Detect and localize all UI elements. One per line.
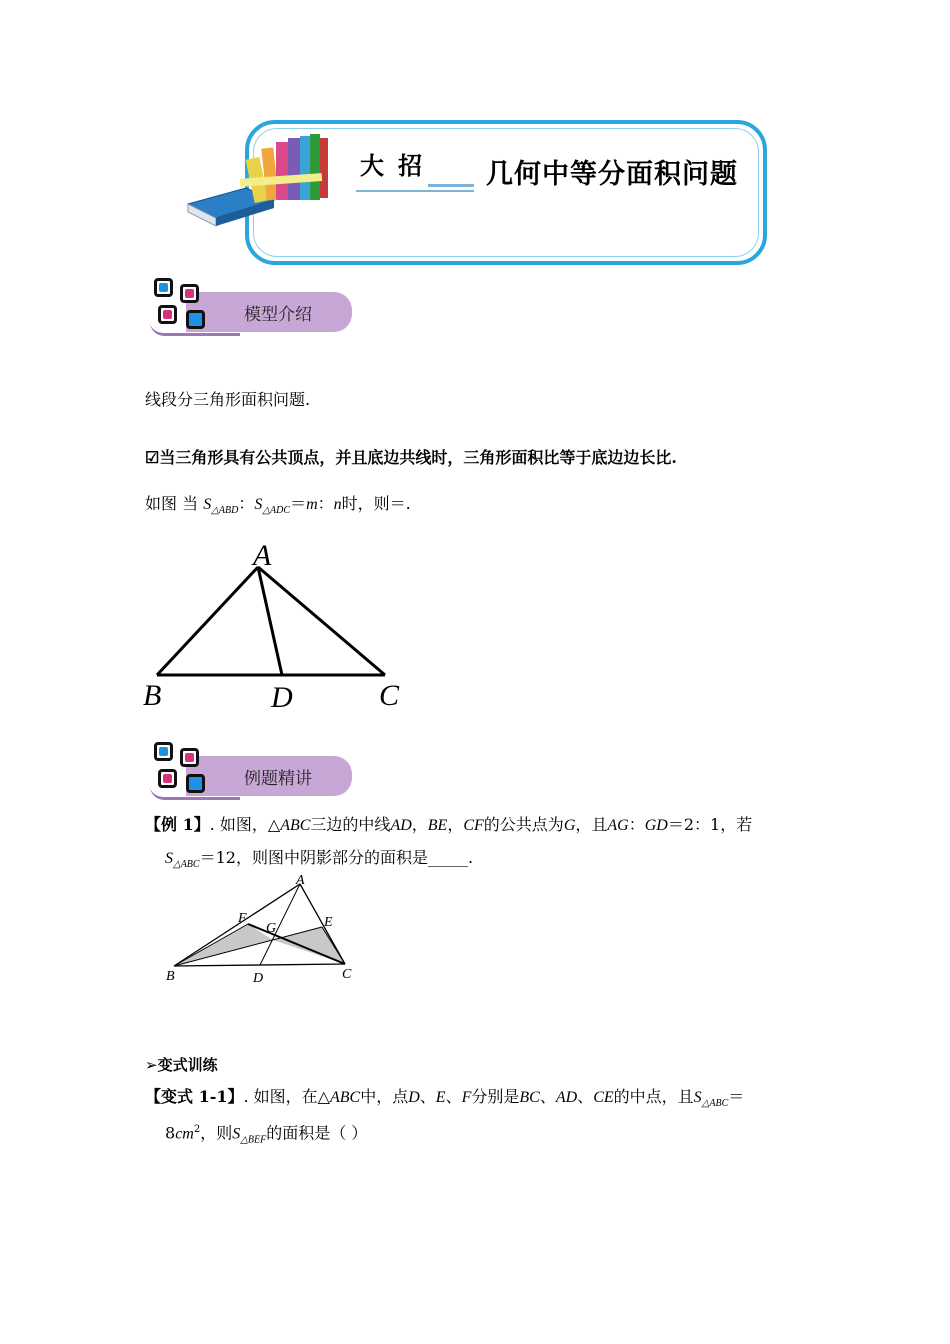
- formula-sub: △ABD: [211, 505, 239, 517]
- variant-text: 的面积是（ ）: [266, 1123, 368, 1143]
- example-text: ，: [411, 815, 428, 834]
- variant-text: 中，点: [360, 1087, 409, 1106]
- banner-caption: 大招: [360, 151, 436, 180]
- badge-square-icon: [154, 278, 173, 297]
- example-math: AD: [390, 817, 412, 834]
- example-text: 的公共点为: [483, 815, 564, 834]
- vertex-label-g: G: [266, 921, 277, 936]
- section-badge-examples: [150, 742, 360, 802]
- variant-math: D: [408, 1089, 420, 1106]
- variant-math: E: [435, 1089, 446, 1106]
- rule-text: 当三角形具有公共顶点，并且底边共线时，三角形面积比等于底边边长比.: [159, 448, 677, 467]
- formula-colon: ：: [317, 494, 334, 513]
- formula-eq: ＝: [290, 494, 307, 513]
- formula-sub: △ADC: [262, 505, 291, 517]
- banner-underline: [428, 184, 474, 187]
- example-text: 三边的中线: [310, 815, 391, 834]
- vertex-label-c: C: [342, 967, 352, 982]
- variant-text: ，则: [200, 1123, 233, 1143]
- vertex-label-c: C: [379, 679, 400, 712]
- vertex-label-b: B: [166, 969, 175, 984]
- variant-text: ＝: [728, 1087, 745, 1106]
- formula-s: S: [254, 496, 263, 513]
- example-math: G: [563, 817, 576, 834]
- example-math-sub: △ABC: [173, 859, 200, 871]
- formula-s: S: [203, 496, 212, 513]
- badge-square-icon: [186, 310, 205, 329]
- badge-square-icon: [186, 774, 205, 793]
- badge-square-icon: [180, 748, 199, 767]
- badge-square-icon: [158, 769, 177, 788]
- formula-m: m: [306, 496, 318, 513]
- variant-1-1-line-2: [165, 1120, 367, 1151]
- example-text: ＝2：1，若: [667, 815, 753, 834]
- variant-1-1-line-1: [145, 1087, 744, 1114]
- vertex-label-e: E: [324, 915, 333, 930]
- variant-math: BC: [519, 1089, 540, 1106]
- example-math: ABC: [280, 817, 311, 834]
- checkbox-icon: ☑: [145, 448, 160, 467]
- formula-colon: ：: [238, 494, 255, 513]
- example-math: BE: [427, 817, 448, 834]
- rule-statement: [145, 448, 677, 468]
- triangle-figure-1: [135, 535, 415, 715]
- badge-square-icon: [158, 305, 177, 324]
- intro-text: 线段分三角形面积问题.: [145, 390, 311, 409]
- triangle-figure-2: [160, 872, 370, 987]
- variant-text: 、: [419, 1087, 436, 1106]
- variant-math: AD: [555, 1089, 578, 1106]
- vertex-label-a: A: [253, 539, 272, 572]
- variant-text: 、: [445, 1087, 462, 1106]
- edge-ab: [157, 567, 258, 675]
- vertex-label-d: D: [253, 971, 264, 986]
- badge-square-icon: [180, 284, 199, 303]
- example-math: CF: [463, 817, 484, 834]
- variant-text: 的中点，且: [613, 1087, 694, 1106]
- variant-text: 、: [577, 1087, 594, 1106]
- example-text: ：: [628, 815, 645, 834]
- books-icon: [180, 130, 340, 230]
- variant-tag: 【变式 1-1】: [145, 1087, 244, 1106]
- example-1-line-1: [145, 815, 752, 836]
- variant-text: . 如图，在△: [243, 1087, 330, 1106]
- variant-math: S: [232, 1125, 241, 1143]
- variant-math-sub: △ABC: [701, 1098, 729, 1110]
- vertex-label-d: D: [271, 681, 293, 714]
- badge-square-icon: [154, 742, 173, 761]
- example-tag: 【例 1】: [145, 815, 210, 834]
- example-math: AG: [607, 817, 629, 834]
- formula-line: [145, 494, 411, 521]
- formula-prefix: 如图 当: [145, 494, 199, 513]
- banner-title: 几何中等分面积问题: [486, 159, 738, 190]
- vertex-label-b: B: [143, 679, 162, 712]
- example-text: ，且: [575, 815, 608, 834]
- section-label: 模型介绍: [244, 305, 312, 325]
- variant-text: 、: [539, 1087, 556, 1106]
- variant-unit: cm: [175, 1125, 194, 1143]
- variant-math: ABC: [329, 1089, 361, 1106]
- variant-text: 分别是: [471, 1087, 520, 1106]
- section-label: 例题精讲: [244, 769, 312, 789]
- example-text: . 如图，△: [209, 815, 281, 834]
- variants-heading: ➢变式训练: [145, 1056, 218, 1074]
- example-math: GD: [644, 817, 668, 834]
- formula-n: n: [333, 496, 342, 513]
- variant-math-sub: △BEF: [240, 1134, 267, 1146]
- example-math: S: [165, 850, 173, 867]
- variant-sup: 2: [193, 1124, 201, 1135]
- variant-math: S: [693, 1089, 702, 1106]
- example-text: ＝12，则图中阴影部分的面积是_____.: [199, 848, 474, 867]
- formula-suffix: 时，则＝.: [341, 494, 411, 513]
- banner-underline-long: [356, 190, 474, 192]
- example-text: ，: [447, 815, 464, 834]
- section-badge-model-intro: [150, 278, 360, 338]
- shaded-region-left: [174, 924, 273, 966]
- variant-math: CE: [593, 1089, 614, 1106]
- variant-math: F: [461, 1089, 472, 1106]
- variant-value: 8: [165, 1123, 176, 1143]
- vertex-label-a: A: [296, 873, 305, 888]
- vertex-label-f: F: [238, 911, 247, 926]
